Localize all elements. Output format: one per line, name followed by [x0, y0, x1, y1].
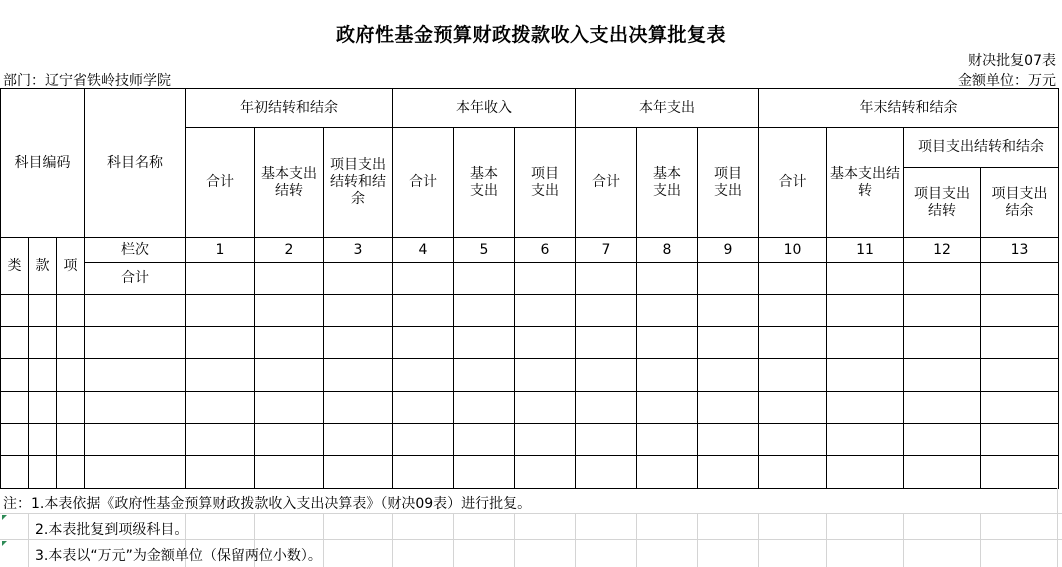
- table-cell[interactable]: [1, 456, 29, 489]
- table-cell[interactable]: [698, 327, 759, 359]
- table-row: [1, 327, 1059, 359]
- table-cell[interactable]: [515, 424, 576, 456]
- table-cell[interactable]: [904, 295, 981, 327]
- expense-basic-header: [637, 128, 698, 238]
- table-cell[interactable]: [981, 424, 1059, 456]
- table-cell[interactable]: [324, 327, 393, 359]
- table-row: [1, 424, 1059, 456]
- table-cell[interactable]: [57, 424, 85, 456]
- column-number: 3: [324, 238, 393, 263]
- grid-line: [826, 513, 827, 567]
- table-cell[interactable]: [186, 327, 255, 359]
- table-cell[interactable]: [255, 456, 324, 489]
- end-balance-header: 年末结转和结余: [759, 89, 1059, 128]
- table-cell[interactable]: [576, 295, 637, 327]
- table-cell[interactable]: [85, 392, 186, 424]
- table-cell[interactable]: [981, 327, 1059, 359]
- table-cell[interactable]: [393, 456, 454, 489]
- table-cell[interactable]: [57, 456, 85, 489]
- grid-line: [575, 513, 576, 567]
- table-cell[interactable]: [29, 359, 57, 392]
- table-cell[interactable]: [698, 263, 759, 295]
- expense-project-header: [698, 128, 759, 238]
- column-number: 10: [759, 238, 827, 263]
- column-row-label: 栏次: [85, 238, 186, 263]
- table-cell[interactable]: [454, 424, 515, 456]
- table-cell[interactable]: [454, 456, 515, 489]
- column-number: 6: [515, 238, 576, 263]
- table-row: [1, 295, 1059, 327]
- department-label: 部门：辽宁省铁岭技师学院: [3, 73, 171, 89]
- table-cell[interactable]: [393, 295, 454, 327]
- grid-line: [697, 513, 698, 567]
- table-cell[interactable]: [255, 327, 324, 359]
- expense-total-header: 合计: [576, 128, 637, 238]
- table-cell[interactable]: [637, 456, 698, 489]
- table-cell[interactable]: [515, 392, 576, 424]
- table-cell[interactable]: [186, 295, 255, 327]
- table-cell[interactable]: [698, 295, 759, 327]
- table-cell[interactable]: [324, 295, 393, 327]
- table-cell[interactable]: [576, 456, 637, 489]
- table-cell[interactable]: [324, 263, 393, 295]
- table-row: [1, 359, 1059, 392]
- table-cell[interactable]: [1, 327, 29, 359]
- table-cell[interactable]: [904, 424, 981, 456]
- table-cell[interactable]: [393, 359, 454, 392]
- table-cell[interactable]: [324, 424, 393, 456]
- table-cell[interactable]: [759, 327, 827, 359]
- table-cell[interactable]: [393, 424, 454, 456]
- table-row: [1, 392, 1059, 424]
- table-cell[interactable]: [57, 295, 85, 327]
- table-cell[interactable]: [186, 359, 255, 392]
- note-line-1: 注：1.本表依据《政府性基金预算财政拨款收入支出决算表》（财决09表）进行批复。: [3, 496, 532, 512]
- table-cell[interactable]: [57, 327, 85, 359]
- table-cell[interactable]: [827, 359, 904, 392]
- table-cell[interactable]: [29, 295, 57, 327]
- table-cell[interactable]: [827, 456, 904, 489]
- table-cell[interactable]: [186, 263, 255, 295]
- grid-line: [980, 513, 981, 567]
- table-cell[interactable]: [827, 295, 904, 327]
- end-project-surplus-header: [981, 168, 1059, 238]
- table-cell[interactable]: [637, 295, 698, 327]
- column-number: 8: [637, 238, 698, 263]
- table-cell[interactable]: [255, 359, 324, 392]
- table-cell[interactable]: [85, 327, 186, 359]
- table-cell[interactable]: [454, 359, 515, 392]
- expense-project-label: 项目支出: [714, 165, 742, 199]
- begin-project-carry-surplus-header: 项目支出结转和结余: [324, 128, 393, 238]
- table-cell[interactable]: [186, 456, 255, 489]
- table-cell[interactable]: [981, 263, 1059, 295]
- form-number: 财决批复07表: [968, 53, 1056, 69]
- table-cell[interactable]: [637, 327, 698, 359]
- column-number: 12: [904, 238, 981, 263]
- end-project-carry-label: 项目支出结转: [914, 185, 970, 219]
- grid-line: [758, 513, 759, 567]
- header-row-groups: [1, 89, 1059, 128]
- table-cell[interactable]: [1, 424, 29, 456]
- table-cell[interactable]: [29, 424, 57, 456]
- column-number: 9: [698, 238, 759, 263]
- income-total-header: 合计: [393, 128, 454, 238]
- table-cell[interactable]: [759, 456, 827, 489]
- table-cell[interactable]: [576, 424, 637, 456]
- table-cell[interactable]: [255, 424, 324, 456]
- total-row: [1, 263, 1059, 295]
- lei-header: 类: [1, 238, 29, 295]
- grid-line: [903, 513, 904, 567]
- grid-line: [636, 513, 637, 567]
- begin-total-header: 合计: [186, 128, 255, 238]
- table-cell[interactable]: [637, 424, 698, 456]
- table-cell[interactable]: [981, 295, 1059, 327]
- column-number-row: [1, 238, 1059, 263]
- table-cell[interactable]: [576, 263, 637, 295]
- table-cell[interactable]: [324, 392, 393, 424]
- table-cell[interactable]: [698, 392, 759, 424]
- table-cell[interactable]: [255, 392, 324, 424]
- table-cell[interactable]: [759, 359, 827, 392]
- table-cell[interactable]: [827, 263, 904, 295]
- table-cell[interactable]: [515, 359, 576, 392]
- table-cell[interactable]: [1, 359, 29, 392]
- approval-table: [0, 88, 1059, 489]
- table-cell[interactable]: [904, 359, 981, 392]
- table-cell[interactable]: [515, 456, 576, 489]
- end-project-carry-header: [904, 168, 981, 238]
- column-number: 2: [255, 238, 324, 263]
- total-row-label: 合计: [85, 263, 186, 295]
- table-cell[interactable]: [698, 456, 759, 489]
- table-cell[interactable]: [981, 456, 1059, 489]
- table-cell[interactable]: [827, 424, 904, 456]
- table-row: [1, 456, 1059, 489]
- note-line-3: 3.本表以“万元”为金额单位（保留两位小数）。: [35, 548, 322, 564]
- current-income-header: 本年收入: [393, 89, 576, 128]
- table-cell[interactable]: [1, 392, 29, 424]
- table-cell[interactable]: [759, 263, 827, 295]
- table-title: 政府性基金预算财政拨款收入支出决算批复表: [335, 24, 726, 46]
- table-cell[interactable]: [698, 359, 759, 392]
- table-cell[interactable]: [255, 295, 324, 327]
- table-cell[interactable]: [759, 392, 827, 424]
- table-cell[interactable]: [454, 327, 515, 359]
- end-total-header: 合计: [759, 128, 827, 238]
- table-cell[interactable]: [698, 424, 759, 456]
- grid-line: [392, 513, 393, 567]
- table-cell[interactable]: [1, 295, 29, 327]
- table-cell[interactable]: [981, 359, 1059, 392]
- table-cell[interactable]: [759, 424, 827, 456]
- table-cell[interactable]: [904, 327, 981, 359]
- table-cell[interactable]: [576, 327, 637, 359]
- column-number: 13: [981, 238, 1059, 263]
- expense-basic-label: 基本支出: [653, 165, 681, 199]
- income-basic-header: [454, 128, 515, 238]
- income-basic-label: 基本支出: [470, 165, 498, 199]
- column-number: 1: [186, 238, 255, 263]
- column-number: 7: [576, 238, 637, 263]
- grid-line: [453, 513, 454, 567]
- table-cell[interactable]: [827, 327, 904, 359]
- xiang-header: 项: [57, 238, 85, 295]
- end-project-surplus-label: 项目支出结余: [991, 185, 1048, 219]
- column-number: 11: [827, 238, 904, 263]
- table-cell[interactable]: [454, 392, 515, 424]
- note-line-2: 2.本表批复到项级科目。: [35, 522, 189, 538]
- table-cell[interactable]: [324, 456, 393, 489]
- table-cell[interactable]: [827, 392, 904, 424]
- grid-line: [28, 513, 29, 567]
- table-cell[interactable]: [576, 359, 637, 392]
- table-cell[interactable]: [85, 359, 186, 392]
- end-project-carry-surplus-header: 项目支出结转和结余: [904, 128, 1059, 168]
- income-project-label: 项目支出: [531, 165, 559, 199]
- table-cell[interactable]: [637, 263, 698, 295]
- table-cell[interactable]: [186, 424, 255, 456]
- table-cell[interactable]: [255, 263, 324, 295]
- table-cell[interactable]: [576, 392, 637, 424]
- table-cell[interactable]: [515, 295, 576, 327]
- table-cell[interactable]: [981, 392, 1059, 424]
- table-cell[interactable]: [57, 359, 85, 392]
- table-cell[interactable]: [637, 392, 698, 424]
- table-cell[interactable]: [904, 392, 981, 424]
- table-cell[interactable]: [29, 456, 57, 489]
- table-cell[interactable]: [637, 359, 698, 392]
- table-cell[interactable]: [393, 263, 454, 295]
- income-project-header: [515, 128, 576, 238]
- empty-rows: [1, 295, 1059, 489]
- amount-unit-label: 金额单位：万元: [958, 73, 1056, 89]
- grid-line: [323, 513, 324, 567]
- end-basic-carry-header: 基本支出结转: [827, 128, 904, 238]
- table-cell[interactable]: [515, 263, 576, 295]
- grid-line: [514, 513, 515, 567]
- table-cell[interactable]: [393, 327, 454, 359]
- table-cell[interactable]: [85, 424, 186, 456]
- table-cell[interactable]: [85, 456, 186, 489]
- table-cell[interactable]: [454, 263, 515, 295]
- table-cell[interactable]: [904, 263, 981, 295]
- cell-comment-marker: [2, 541, 7, 546]
- table-cell[interactable]: [393, 392, 454, 424]
- table-cell[interactable]: [904, 456, 981, 489]
- table-cell[interactable]: [29, 392, 57, 424]
- column-number: 4: [393, 238, 454, 263]
- table-cell[interactable]: [515, 327, 576, 359]
- table-cell[interactable]: [186, 392, 255, 424]
- begin-balance-header: 年初结转和结余: [186, 89, 393, 128]
- subject-code-header: 科目编码: [1, 89, 85, 238]
- current-expense-header: 本年支出: [576, 89, 759, 128]
- subject-name-header: 科目名称: [85, 89, 186, 238]
- kuan-header: 款: [29, 238, 57, 295]
- table-cell[interactable]: [85, 295, 186, 327]
- table-cell[interactable]: [759, 295, 827, 327]
- begin-basic-carry-header: 基本支出结转: [255, 128, 324, 238]
- cell-comment-marker: [2, 515, 7, 520]
- table-cell[interactable]: [57, 392, 85, 424]
- table-cell[interactable]: [324, 359, 393, 392]
- column-number: 5: [454, 238, 515, 263]
- grid-line: [1057, 488, 1058, 567]
- table-cell[interactable]: [29, 327, 57, 359]
- table-cell[interactable]: [454, 295, 515, 327]
